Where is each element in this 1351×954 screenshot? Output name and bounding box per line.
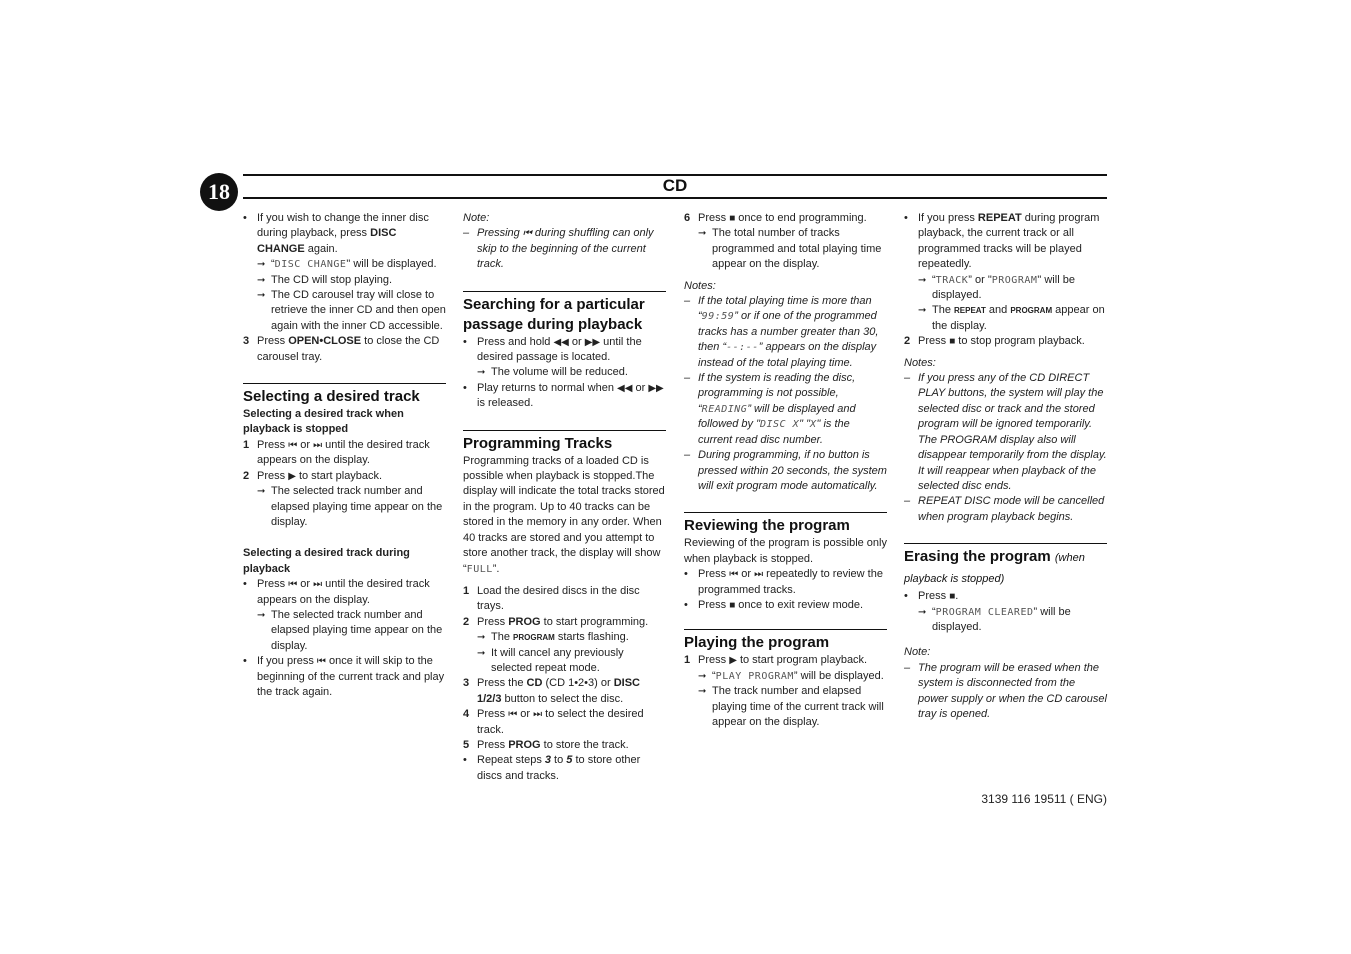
note-heading: Note: bbox=[463, 212, 490, 224]
step-number: 3 bbox=[243, 335, 250, 348]
step-item: 1 Load the desired discs in the disc trays. bbox=[463, 584, 666, 615]
note-item: – If the system is reading the disc, programming is not possible, “READING” will be displayed and followed by "DISC X" "X" is the current read disc number. bbox=[684, 371, 887, 448]
step-number: 4 bbox=[463, 708, 470, 721]
paragraph: Programming tracks of a loaded CD is possible when playback is stopped.The display will indicate the total tracks stored in the program. Up to 40 tracks can be stored in the memory in any order. When 40 tracks are stored and you attempt to store another track, the display will show “FULL”. bbox=[463, 454, 665, 575]
arrow-icon: ➞ bbox=[257, 486, 266, 498]
bullet: • bbox=[463, 335, 467, 348]
subheading: Selecting a desired track during playback bbox=[243, 547, 410, 575]
arrow-icon: ➞ bbox=[257, 290, 266, 302]
next-icon: ⏭ bbox=[313, 579, 323, 591]
step-number: 1 bbox=[463, 584, 470, 597]
page-title: CD bbox=[662, 176, 688, 195]
step-item: 2 Press ■ to stop program playback. bbox=[904, 334, 1107, 349]
next-icon: ⏭ bbox=[533, 709, 543, 721]
result-item: ➞ The selected track number and elapsed playing time appear on the display. bbox=[243, 608, 446, 654]
bullet: • bbox=[684, 598, 688, 611]
note-item: – If the total playing time is more than “99:59” or if one of the programmed tracks has a number greater than 30, then “--:--” appears on the display instead of the total playing time. bbox=[684, 294, 887, 371]
note-item: – If you press any of the CD DIRECT PLAY buttons, the system will play the selected disc or track and the stored program will be ignored temporarily. The PROGRAM display also will disappear temporarily from the display. It will reappear when playback of the selected disc ends. bbox=[904, 371, 1107, 494]
rewind-icon: ◀◀ bbox=[553, 336, 569, 348]
arrow-icon: ➞ bbox=[257, 274, 266, 286]
arrow-icon: ➞ bbox=[477, 367, 486, 379]
fast-forward-icon: ▶▶ bbox=[648, 382, 664, 394]
dash: – bbox=[684, 372, 691, 385]
step-item: 4 Press ⏮ or ⏭ to select the desired track. bbox=[463, 707, 666, 738]
previous-icon: ⏮ bbox=[288, 439, 298, 451]
bullet: • bbox=[243, 212, 247, 224]
dash: – bbox=[904, 661, 911, 674]
note-heading: Note: bbox=[904, 646, 931, 659]
note-item: – REPEAT DISC mode will be cancelled when program playback begins. bbox=[904, 494, 1107, 525]
step-item: 3 Press the CD (CD 1•2•3) or DISC 1/2/3 button to select the disc. bbox=[463, 676, 666, 707]
dash: – bbox=[904, 495, 911, 508]
note-heading: Notes: bbox=[684, 279, 716, 292]
column-3 bbox=[684, 211, 887, 730]
play-icon: ▶ bbox=[729, 655, 737, 667]
arrow-icon: ➞ bbox=[257, 609, 266, 621]
arrow-icon: ➞ bbox=[918, 606, 927, 618]
stop-icon: ■ bbox=[949, 591, 956, 603]
previous-icon: ⏮ bbox=[288, 579, 298, 591]
bullet: • bbox=[243, 578, 247, 591]
note-item: – Pressing ⏮ during shuffling can only skip to the beginning of the current track. bbox=[463, 226, 666, 272]
section-heading: Selecting a desired track bbox=[243, 383, 446, 407]
step-number: 3 bbox=[463, 677, 470, 690]
column-1 bbox=[243, 211, 446, 700]
step-number: 5 bbox=[463, 738, 470, 751]
arrow-icon: ➞ bbox=[918, 305, 927, 317]
previous-icon: ⏮ bbox=[729, 569, 739, 581]
arrow-icon: ➞ bbox=[477, 632, 486, 644]
fast-forward-icon: ▶▶ bbox=[584, 336, 601, 348]
next-icon: ⏭ bbox=[313, 439, 323, 451]
step-number: 1 bbox=[684, 654, 691, 667]
arrow-icon: ➞ bbox=[257, 259, 266, 271]
bullet: • bbox=[463, 754, 467, 767]
previous-icon: ⏮ bbox=[508, 709, 518, 721]
section-heading: Erasing the program (when playback is stopped) bbox=[904, 543, 1107, 589]
page-number: 18 bbox=[208, 179, 230, 205]
note-heading: Notes: bbox=[904, 356, 936, 369]
step-number: 1 bbox=[243, 438, 250, 451]
result-item: ➞ “PLAY PROGRAM” will be displayed. bbox=[684, 669, 887, 684]
list-item: • Press ⏮ or ⏭ until the desired track appears on the display. bbox=[243, 577, 446, 608]
list-item: • If you press ⏮ once it will skip to the beginning of the current track and play the track again. bbox=[243, 654, 446, 700]
dash: – bbox=[684, 449, 691, 462]
previous-icon: ⏮ bbox=[316, 656, 326, 668]
column-2 bbox=[463, 211, 666, 784]
arrow-icon: ➞ bbox=[918, 274, 927, 286]
list-item: • Press and hold ◀◀ or ▶▶ until the desired passage is located. bbox=[463, 335, 666, 366]
stop-icon: ■ bbox=[729, 213, 736, 224]
step-number: 6 bbox=[684, 212, 691, 224]
list-item: • Play returns to normal when ◀◀ or ▶▶ is released. bbox=[463, 381, 666, 412]
list-item: • If you press REPEAT during program playback, the current track or all programmed tracks will be played repeatedly. bbox=[904, 211, 1107, 273]
header-rule-bottom bbox=[243, 197, 1107, 199]
previous-icon: ⏮ bbox=[522, 228, 532, 240]
result-item: ➞ The selected track number and elapsed playing time appear on the display. bbox=[243, 484, 446, 530]
bullet: • bbox=[463, 381, 467, 394]
rewind-icon: ◀◀ bbox=[617, 382, 633, 394]
result-item: ➞ “TRACK” or "PROGRAM" will be displayed. bbox=[904, 273, 1107, 304]
step-item: 5 Press PROG to store the track. bbox=[463, 738, 666, 753]
list-item bbox=[243, 211, 446, 257]
bullet: • bbox=[243, 655, 247, 668]
bullet: • bbox=[904, 590, 908, 603]
bullet: • bbox=[904, 212, 908, 224]
subheading: Selecting a desired track when playback is stopped bbox=[243, 408, 404, 436]
result-item: ➞ “DISC CHANGE" will be displayed. bbox=[243, 257, 446, 272]
list-item: • Repeat steps 3 to 5 to store other discs and tracks. bbox=[463, 753, 666, 784]
section-heading: Searching for a particular passage during playback bbox=[463, 291, 666, 335]
arrow-icon: ➞ bbox=[477, 647, 486, 659]
list-item: • Press ■. bbox=[904, 589, 1107, 604]
step-item: 1 Press ▶ to start program playback. bbox=[684, 653, 887, 668]
step-item: 2 Press PROG to start programming. bbox=[463, 615, 666, 630]
step-number: 2 bbox=[243, 469, 250, 482]
column-4 bbox=[904, 211, 1107, 722]
stop-icon: ■ bbox=[949, 336, 956, 348]
note-item: – During programming, if no button is pressed within 20 seconds, the system will exit program mode automatically. bbox=[684, 448, 887, 494]
result-item: ➞ The program starts flashing. bbox=[463, 630, 666, 645]
note-item: – The program will be erased when the system is disconnected from the power supply or when the CD carousel tray is opened. bbox=[904, 661, 1107, 723]
result-item: ➞ “PROGRAM CLEARED” will be displayed. bbox=[904, 605, 1107, 636]
step-item: 6 Press ■ once to end programming. bbox=[684, 211, 887, 226]
step-number: 2 bbox=[904, 335, 911, 348]
result-item: ➞ The CD carousel tray will close to retrieve the inner CD and then open again with the inner CD accessible. bbox=[243, 288, 446, 334]
dash: – bbox=[463, 227, 470, 240]
footer-code: 3139 116 19511 ( ENG) bbox=[981, 792, 1107, 806]
arrow-icon: ➞ bbox=[698, 228, 707, 240]
step-item: 1 Press ⏮ or ⏭ until the desired track appears on the display. bbox=[243, 438, 446, 469]
dash: – bbox=[904, 372, 911, 385]
result-item: ➞ It will cancel any previously selected repeat mode. bbox=[463, 646, 666, 677]
section-heading: Programming Tracks bbox=[463, 430, 666, 454]
lcd-text: DISC CHANGE bbox=[274, 259, 347, 271]
step-number: 2 bbox=[463, 615, 470, 628]
list-item: • Press ⏮ or ⏭ repeatedly to review the programmed tracks. bbox=[684, 567, 887, 598]
paragraph: Reviewing of the program is possible only when playback is stopped. bbox=[684, 537, 887, 565]
list-item: • Press ■ once to exit review mode. bbox=[684, 598, 887, 613]
arrow-icon: ➞ bbox=[698, 670, 707, 682]
step-item: 2 Press ▶ to start playback. bbox=[243, 469, 446, 484]
bullet: • bbox=[684, 568, 688, 581]
next-icon: ⏭ bbox=[754, 569, 764, 581]
section-heading: Playing the program bbox=[684, 629, 887, 653]
item-text: If you wish to change the inner disc during playback, press DISC CHANGE again. bbox=[257, 212, 429, 255]
play-icon: ▶ bbox=[288, 470, 296, 482]
result-item: ➞ The CD will stop playing. bbox=[243, 273, 446, 288]
arrow-icon: ➞ bbox=[698, 686, 707, 698]
step-item: 3 Press OPEN•CLOSE to close the CD carousel tray. bbox=[243, 334, 446, 365]
result-item: ➞ The track number and elapsed playing time of the current track will appear on the display. bbox=[684, 684, 887, 730]
result-item: ➞ The repeat and program appear on the display. bbox=[904, 303, 1107, 334]
stop-icon: ■ bbox=[729, 599, 736, 611]
page-number-badge bbox=[200, 173, 238, 211]
dash: – bbox=[684, 295, 691, 308]
result-item: ➞ The volume will be reduced. bbox=[463, 365, 666, 380]
section-heading: Reviewing the program bbox=[684, 512, 887, 536]
lcd-text: FULL bbox=[466, 563, 493, 575]
result-item: ➞ The total number of tracks programmed and total playing time appear on the display. bbox=[684, 226, 887, 272]
